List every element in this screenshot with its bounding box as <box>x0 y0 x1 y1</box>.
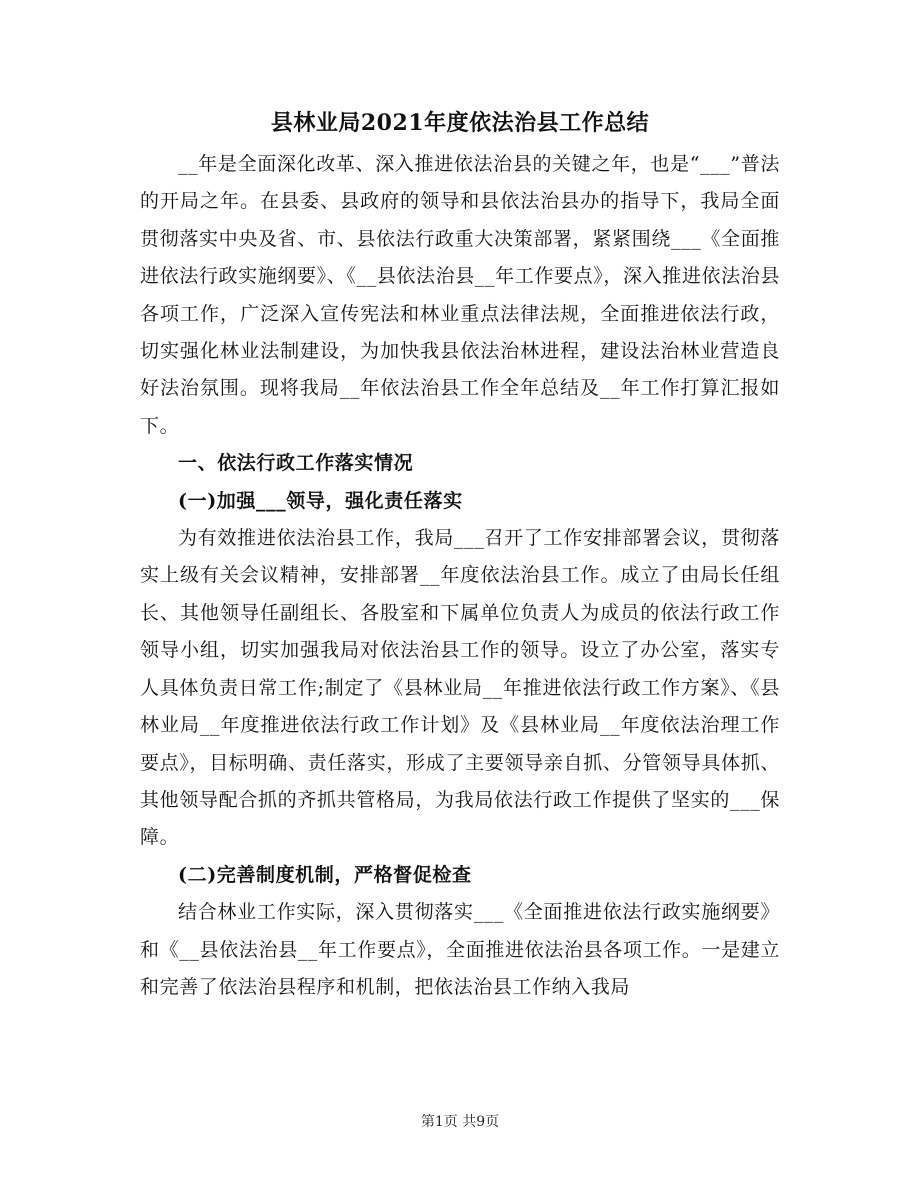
subsection-heading-2: (二)完善制度机制，严格督促检查 <box>178 863 472 886</box>
document-title: 县林业局2021年度依法治县工作总结 <box>270 110 650 136</box>
body-paragraph-1: 为有效推进依法治县工作，我局___召开了工作安排部署会议，贯彻落实上级有关会议精神，安排部署__年度依法治县工作。成立了由局长任组长、其他领导任副组长、各股室和下属单位负责人为成员的依法行政工作领导小组，切实加强我局对依法治县工作的领导。设立了办公室，落实专人具体负责日常工作;制定了《县林业局__年推进依法行政工作方案》、《县林业局__年度推进依法行政工作计划》及《县林业局__年度依法治理工作要点》，目标明确、责任落实，形成了主要领导亲自抓、分管领导具体抓、其他领导配合抓的齐抓共管格局，为我局依法行政工作提供了坚实的___保障。 <box>140 527 780 849</box>
page-number-footer: 第1页 共9页 <box>420 1114 500 1130</box>
section-heading-1: 一、依法行政工作落实情况 <box>178 452 414 475</box>
intro-paragraph: __年是全面深化改革、深入推进依法治县的关键之年，也是“___”普法的开局之年。在县委、县政府的领导和县依法治县办的指导下，我局全面贯彻落实中央及省、市、县依法行政重大决策部署，紧紧围绕___《全面推进依法行政实施纲要》、《__县依法治县__年工作要点》，深入推进依法治县各项工作，广泛深入宣传宪法和林业重点法律法规，全面推进依法行政，切实强化林业法制建设，为加快我县依法治林进程，建设法治林业营造良好法治氛围。现将我局__年依法治县工作全年总结及__年工作打算汇报如下。 <box>140 153 780 437</box>
subsection-heading-1: (一)加强___领导，强化责任落实 <box>178 489 463 512</box>
body-paragraph-2: 结合林业工作实际，深入贯彻落实___《全面推进依法行政实施纲要》和《__县依法治县__年工作要点》，全面推进依法治县各项工作。一是建立和完善了依法治县程序和机制，把依法治县工作纳入我局 <box>140 901 780 998</box>
document-body <box>140 146 780 1006</box>
